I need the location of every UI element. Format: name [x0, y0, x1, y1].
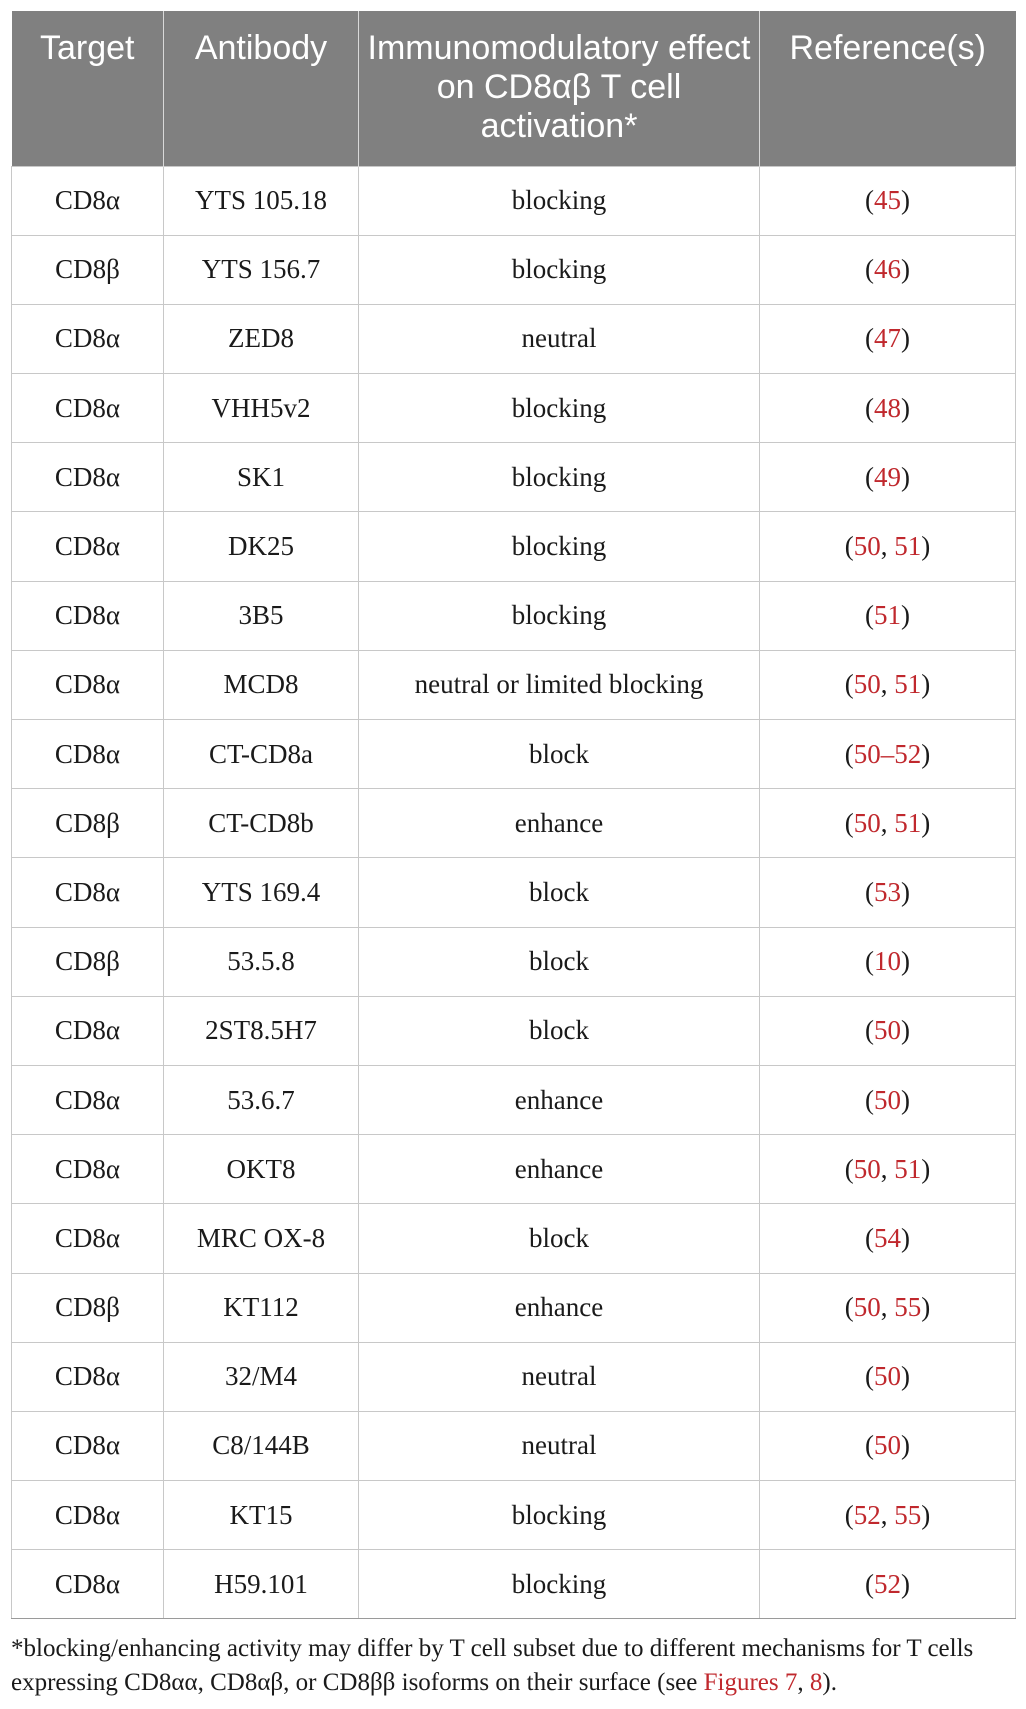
reference-link[interactable]: 52	[853, 1499, 881, 1530]
footnote-separator: ,	[797, 1669, 810, 1696]
cell-target: CD8β	[12, 235, 164, 304]
table-row	[12, 1273, 1016, 1342]
table-body	[12, 166, 1016, 1619]
cell-effect: neutral or limited blocking	[359, 650, 760, 719]
ref-paren-close: )	[901, 876, 910, 907]
cell-target: CD8α	[12, 858, 164, 927]
table-row	[12, 720, 1016, 789]
cell-target: CD8α	[12, 1481, 164, 1550]
cell-effect: blocking	[359, 1481, 760, 1550]
reference-link[interactable]: 50	[853, 1153, 881, 1184]
header-antibody: Antibody	[164, 11, 359, 166]
ref-paren-open: (	[865, 1222, 874, 1253]
table-row	[12, 235, 1016, 304]
cell-target: CD8α	[12, 1342, 164, 1411]
cell-antibody: OKT8	[164, 1135, 359, 1204]
ref-paren-open: (	[865, 254, 874, 285]
table-row	[12, 789, 1016, 858]
cell-antibody: CT-CD8a	[164, 720, 359, 789]
ref-paren-close: )	[901, 1015, 910, 1046]
reference-link[interactable]: 50	[853, 669, 881, 700]
reference-link[interactable]: 50–52	[853, 738, 922, 769]
reference-link[interactable]: 10	[874, 946, 901, 977]
ref-separator: ,	[880, 807, 895, 838]
ref-paren-open: (	[865, 1568, 874, 1599]
cell-references	[760, 1342, 1016, 1411]
cell-effect: block	[359, 858, 760, 927]
table-row	[12, 374, 1016, 443]
cell-references	[760, 581, 1016, 650]
reference-link[interactable]: 50	[874, 1361, 901, 1392]
reference-link[interactable]: 50	[874, 1430, 901, 1461]
table-row	[12, 166, 1016, 235]
antibody-table-container	[11, 11, 1015, 1619]
ref-paren-close: )	[901, 254, 910, 285]
cell-target: CD8α	[12, 512, 164, 581]
cell-effect: neutral	[359, 1342, 760, 1411]
cell-target: CD8α	[12, 1411, 164, 1480]
cell-effect: enhance	[359, 1135, 760, 1204]
cell-antibody: C8/144B	[164, 1411, 359, 1480]
cell-effect: blocking	[359, 581, 760, 650]
cell-references	[760, 720, 1016, 789]
reference-link[interactable]: 45	[874, 185, 901, 216]
ref-paren-open: (	[865, 392, 874, 423]
ref-paren-open: (	[844, 531, 854, 562]
ref-paren-close: )	[921, 738, 931, 769]
table-row	[12, 996, 1016, 1065]
cell-antibody: CT-CD8b	[164, 789, 359, 858]
ref-paren-close: )	[901, 1361, 910, 1392]
cell-target: CD8α	[12, 996, 164, 1065]
footnote-text: *blocking/enhancing activity may differ by T cell subset due to different mechanisms for T cells expressing CD8αα, CD8αβ, or CD8ββ isoforms on their surface (see	[11, 1635, 974, 1696]
cell-target: CD8β	[12, 789, 164, 858]
cell-effect: block	[359, 927, 760, 996]
cell-effect: block	[359, 720, 760, 789]
reference-link[interactable]: 55	[894, 1499, 922, 1530]
ref-paren-close: )	[901, 1222, 910, 1253]
ref-paren-open: (	[865, 600, 874, 631]
cell-target: CD8α	[12, 443, 164, 512]
cell-antibody: MRC OX-8	[164, 1204, 359, 1273]
cell-antibody: ZED8	[164, 304, 359, 373]
reference-link[interactable]: 51	[874, 600, 901, 631]
table-row	[12, 443, 1016, 512]
reference-link[interactable]: 50	[853, 531, 881, 562]
ref-paren-close: )	[921, 531, 931, 562]
cell-effect: blocking	[359, 235, 760, 304]
ref-paren-close: )	[921, 1292, 931, 1323]
ref-paren-open: (	[844, 738, 854, 769]
cell-antibody: YTS 156.7	[164, 235, 359, 304]
cell-antibody: 53.5.8	[164, 927, 359, 996]
cell-antibody: KT112	[164, 1273, 359, 1342]
ref-separator: ,	[880, 531, 895, 562]
table-row	[12, 512, 1016, 581]
cell-references	[760, 789, 1016, 858]
cell-effect: enhance	[359, 1273, 760, 1342]
table-row	[12, 1135, 1016, 1204]
cell-effect: block	[359, 996, 760, 1065]
ref-separator: ,	[880, 669, 895, 700]
cell-effect: enhance	[359, 789, 760, 858]
reference-link[interactable]: 50	[874, 1015, 901, 1046]
cell-effect: blocking	[359, 166, 760, 235]
cell-references	[760, 927, 1016, 996]
reference-link[interactable]: 55	[894, 1292, 922, 1323]
ref-paren-close: )	[901, 323, 910, 354]
ref-paren-close: )	[921, 669, 931, 700]
cell-target: CD8α	[12, 1065, 164, 1134]
cell-references	[760, 1411, 1016, 1480]
figure-7-link[interactable]: Figures 7	[703, 1669, 798, 1696]
cell-effect: blocking	[359, 374, 760, 443]
table-row	[12, 650, 1016, 719]
ref-paren-close: )	[921, 807, 931, 838]
table-footnote	[11, 1632, 1015, 1700]
ref-paren-open: (	[865, 461, 874, 492]
reference-link[interactable]: 51	[894, 1153, 922, 1184]
cell-references	[760, 443, 1016, 512]
reference-link[interactable]: 48	[874, 392, 901, 423]
table-row	[12, 1550, 1016, 1619]
cell-effect: enhance	[359, 1065, 760, 1134]
cell-references	[760, 235, 1016, 304]
cell-references	[760, 650, 1016, 719]
cell-target: CD8α	[12, 650, 164, 719]
ref-paren-open: (	[865, 876, 874, 907]
cell-effect: blocking	[359, 443, 760, 512]
cell-references	[760, 374, 1016, 443]
cell-references	[760, 304, 1016, 373]
ref-separator: ,	[880, 1499, 895, 1530]
reference-link[interactable]: 51	[894, 807, 922, 838]
cell-references	[760, 1065, 1016, 1134]
ref-paren-close: )	[901, 1568, 910, 1599]
header-target: Target	[12, 11, 164, 166]
ref-paren-close: )	[901, 1430, 910, 1461]
header-row	[12, 11, 1016, 166]
cell-antibody: 53.6.7	[164, 1065, 359, 1134]
cell-target: CD8β	[12, 1273, 164, 1342]
reference-link[interactable]: 54	[874, 1222, 901, 1253]
cell-antibody: H59.101	[164, 1550, 359, 1619]
ref-paren-open: (	[844, 669, 854, 700]
ref-paren-close: )	[921, 1499, 931, 1530]
cell-effect: neutral	[359, 304, 760, 373]
ref-separator: ,	[880, 1292, 895, 1323]
ref-paren-open: (	[844, 1153, 854, 1184]
ref-paren-close: )	[901, 392, 910, 423]
table-row	[12, 1065, 1016, 1134]
table-row	[12, 1411, 1016, 1480]
cell-references	[760, 166, 1016, 235]
table-row	[12, 1342, 1016, 1411]
reference-link[interactable]: 49	[874, 461, 901, 492]
cell-target: CD8α	[12, 1204, 164, 1273]
cell-effect: blocking	[359, 512, 760, 581]
cell-target: CD8α	[12, 1550, 164, 1619]
cell-target: CD8α	[12, 304, 164, 373]
ref-paren-open: (	[865, 1430, 874, 1461]
cell-antibody: 2ST8.5H7	[164, 996, 359, 1065]
cell-target: CD8α	[12, 1135, 164, 1204]
cell-references	[760, 1550, 1016, 1619]
ref-paren-close: )	[901, 600, 910, 631]
table-row	[12, 581, 1016, 650]
table-row	[12, 304, 1016, 373]
reference-link[interactable]: 50	[853, 807, 881, 838]
cell-target: CD8α	[12, 166, 164, 235]
table-row	[12, 927, 1016, 996]
cell-antibody: 3B5	[164, 581, 359, 650]
ref-paren-open: (	[844, 807, 854, 838]
ref-separator: ,	[880, 1153, 895, 1184]
cell-references	[760, 858, 1016, 927]
ref-paren-close: )	[901, 1084, 910, 1115]
cell-antibody: YTS 105.18	[164, 166, 359, 235]
header-references: Reference(s)	[760, 11, 1016, 166]
cell-antibody: DK25	[164, 512, 359, 581]
cell-references	[760, 1481, 1016, 1550]
cell-target: CD8α	[12, 581, 164, 650]
reference-link[interactable]: 50	[853, 1292, 881, 1323]
cell-antibody: VHH5v2	[164, 374, 359, 443]
ref-paren-close: )	[901, 461, 910, 492]
ref-paren-open: (	[844, 1499, 854, 1530]
ref-paren-close: )	[901, 946, 910, 977]
cell-antibody: KT15	[164, 1481, 359, 1550]
footnote-end: ).	[822, 1669, 837, 1696]
antibody-table	[11, 11, 1016, 1619]
cell-antibody: 32/M4	[164, 1342, 359, 1411]
cell-target: CD8β	[12, 927, 164, 996]
ref-paren-open: (	[865, 1015, 874, 1046]
table-row	[12, 1481, 1016, 1550]
reference-link[interactable]: 47	[874, 323, 901, 354]
cell-references	[760, 996, 1016, 1065]
ref-paren-open: (	[865, 1084, 874, 1115]
cell-references	[760, 512, 1016, 581]
table-header	[12, 11, 1016, 166]
table-row	[12, 1204, 1016, 1273]
ref-paren-open: (	[865, 323, 874, 354]
ref-paren-open: (	[844, 1292, 854, 1323]
reference-link[interactable]: 53	[874, 876, 901, 907]
ref-paren-open: (	[865, 1361, 874, 1392]
cell-effect: neutral	[359, 1411, 760, 1480]
header-effect: Immunomodulatory effect on CD8αβ T cell activation*	[359, 11, 760, 166]
cell-antibody: MCD8	[164, 650, 359, 719]
cell-effect: block	[359, 1204, 760, 1273]
cell-references	[760, 1204, 1016, 1273]
cell-target: CD8α	[12, 374, 164, 443]
cell-effect: blocking	[359, 1550, 760, 1619]
ref-paren-open: (	[865, 185, 874, 216]
reference-link[interactable]: 50	[874, 1084, 901, 1115]
cell-antibody: SK1	[164, 443, 359, 512]
cell-target: CD8α	[12, 720, 164, 789]
reference-link[interactable]: 52	[874, 1568, 901, 1599]
figure-8-link[interactable]: 8	[809, 1669, 823, 1696]
cell-references	[760, 1135, 1016, 1204]
reference-link[interactable]: 46	[874, 254, 901, 285]
cell-antibody: YTS 169.4	[164, 858, 359, 927]
cell-references	[760, 1273, 1016, 1342]
table-row	[12, 858, 1016, 927]
ref-paren-close: )	[901, 185, 910, 216]
ref-paren-open: (	[865, 946, 874, 977]
reference-link[interactable]: 51	[894, 531, 922, 562]
reference-link[interactable]: 51	[894, 669, 922, 700]
ref-paren-close: )	[921, 1153, 931, 1184]
